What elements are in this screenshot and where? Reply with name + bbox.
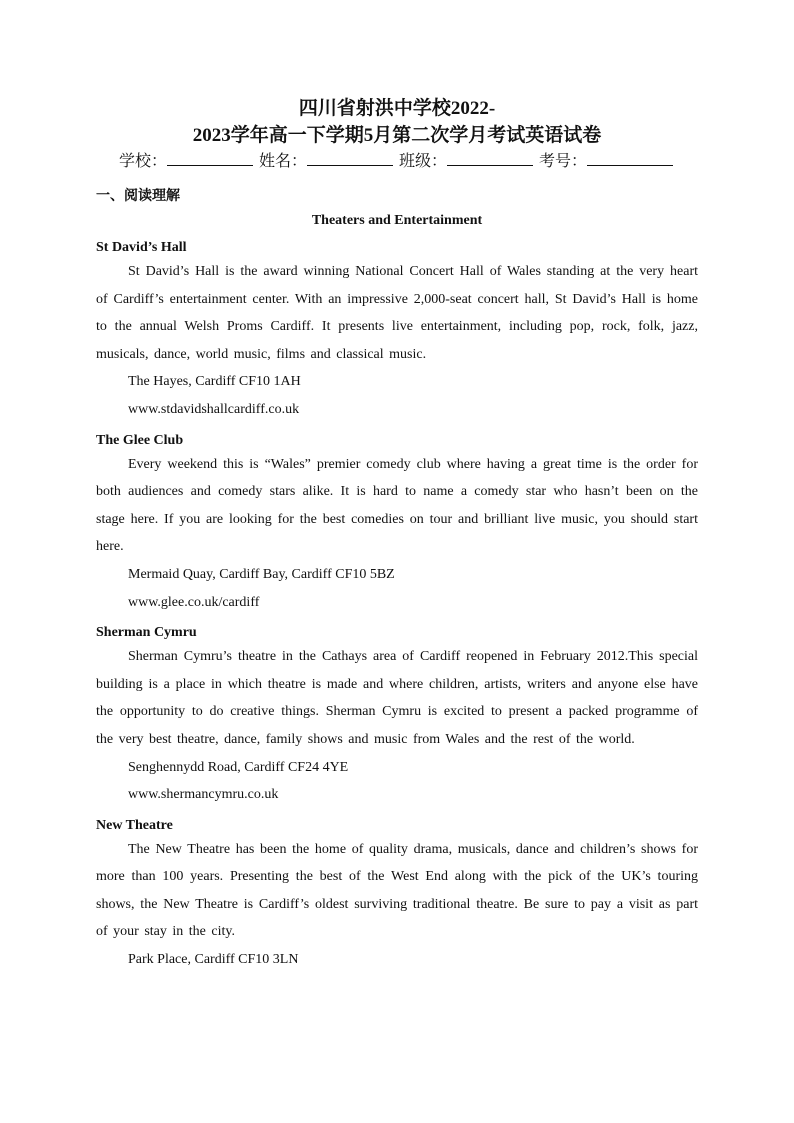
exam-page xyxy=(96,0,698,974)
school-blank xyxy=(167,151,253,166)
passage-title: Theaters and Entertainment xyxy=(311,213,483,228)
school-label: 学校： xyxy=(118,153,167,170)
class-blank xyxy=(447,151,533,166)
name-blank xyxy=(307,151,393,166)
venue-website: www.stdavidshallcardiff.co.uk xyxy=(128,401,300,417)
exam-title-line1: 四川省射洪中学校2022- xyxy=(298,98,496,119)
venue-website: www.shermancymru.co.uk xyxy=(128,787,279,803)
venue-website: www.glee.co.uk/cardiff xyxy=(128,594,260,610)
name-label: 姓名： xyxy=(258,153,307,170)
venue-name: St David’s Hall xyxy=(96,240,187,255)
section-heading: 一、阅读理解 xyxy=(96,189,180,204)
venue-description: Sherman Cymru’s theatre in the Cathays area of Cardiff reopened in February 2012.This special building is a place in which theatre is made and where children, artists, writers and anyone else have the opportunity to do creative things. Sherman Cymru is excited to present a packed programme of the very best theatre, dance, family shows and music from Wales and the rest of the world. xyxy=(96,649,698,747)
venue-address: The Hayes, Cardiff CF10 1AH xyxy=(128,374,301,390)
exam-number-blank xyxy=(587,151,673,166)
class-label: 班级： xyxy=(399,153,448,170)
venue-description: The New Theatre has been the home of quality drama, musicals, dance and children’s shows for more than 100 years. Presenting the best of the West End along with the pick of the UK’s touring shows, the New Theatre is Cardiff’s oldest surviving traditional theatre. Be sure to pay a visit as part of your stay in the city. xyxy=(96,841,698,940)
student-info-line xyxy=(96,151,698,173)
venue-address: Park Place, Cardiff CF10 3LN xyxy=(128,952,299,968)
venue-description: St David’s Hall is the award winning National Concert Hall of Wales standing at the very heart of Cardiff’s entertainment center. With an impressive 2,000-seat concert hall, St David’s Hall is home to the annual Welsh Proms Cardiff. It presents live entertainment, including pop, rock, folk, jazz, musicals, dance, world music, films and classical music. xyxy=(96,264,698,362)
venue-name: Sherman Cymru xyxy=(96,625,197,641)
venue-name: New Theatre xyxy=(96,817,173,833)
venue-address: Mermaid Quay, Cardiff Bay, Cardiff CF10 5BZ xyxy=(128,566,395,582)
venue-name: The Glee Club xyxy=(96,432,184,448)
venue-description: Every weekend this is “Wales” premier comedy club where having a great time is the order for both audiences and comedy stars alike. It is hard to name a comedy star who hasn’t been on the stage here. If you are looking for the best comedies on tour and brilliant live music, you should start here. xyxy=(96,456,698,555)
exam-title-line2: 2023学年高一下学期5月第二次学月考试英语试卷 xyxy=(192,125,602,146)
exam-number-label: 考号： xyxy=(539,153,588,170)
venue-address: Senghennydd Road, Cardiff CF24 4YE xyxy=(128,759,349,775)
